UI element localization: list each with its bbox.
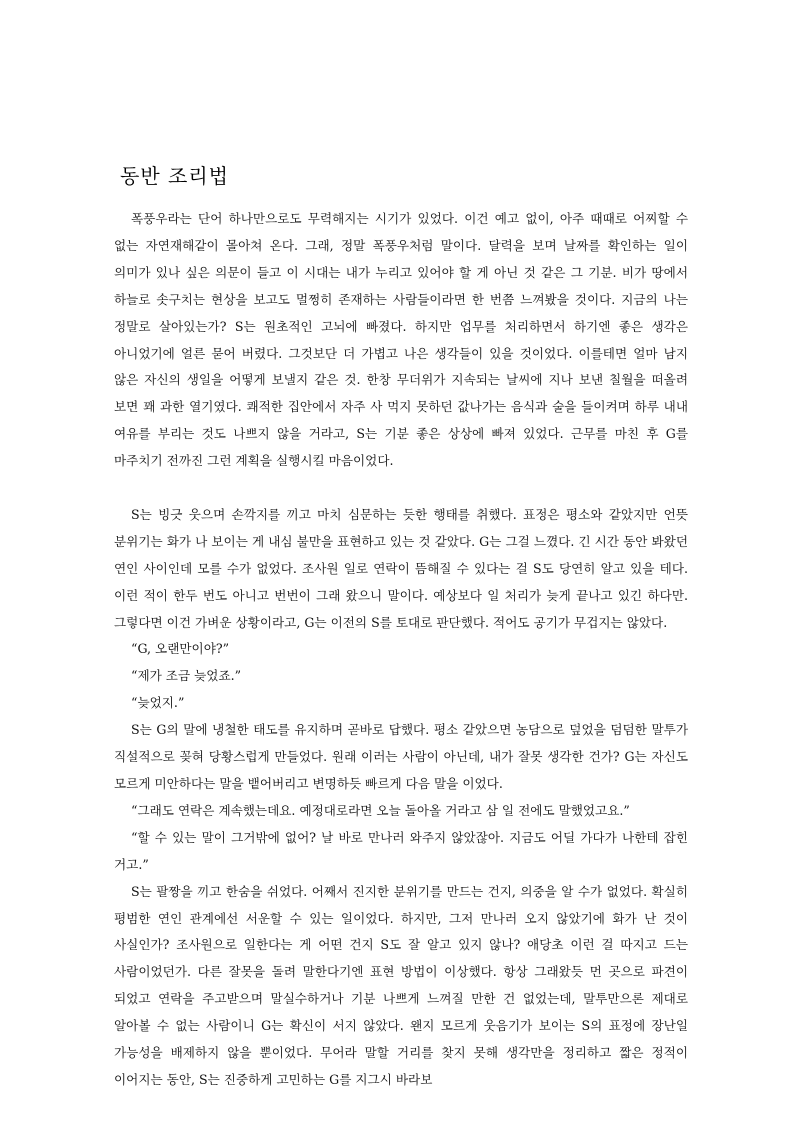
dialogue-line: “제가 조금 늦었죠.”	[131, 668, 242, 684]
paragraph: S는 빙긋 웃으며 손깍지를 끼고 마치 심문하는 듯한 행태를 취했다. 표정은 평소와 같았지만 언뜻 분위기는 화가 나 보이는 게 내심 불만을 표현하고 있는 것 같았다. G는 그걸 느꼈다. 긴 시간 동안 봐왔던 연인 사이인데 모를 수가 없었다. 조사원 일로 연락이 뜸해질 수 있다는 걸 S도 당연히 알고 있을 테다. 이런 적이 한두 번도 아니고 번번이 그래 왔으니 말이다. 예상보다 일 처리가 늦게 끝나고 있긴 하다만. 그렇다면 이건 가벼운 상황이라고, G는 이전의 S를 토대로 판단했다. 적어도 공기가 무겁지는 않았다.	[114, 506, 688, 630]
document-body	[114, 206, 688, 1094]
dialogue-line: “그래도 연락은 계속했는데요. 예정대로라면 오늘 돌아올 거라고 삼 일 전에도 말했었고요.”	[131, 802, 630, 818]
document-title: 동반 조리법	[120, 164, 229, 188]
paragraph: S는 팔짱을 끼고 한숨을 쉬었다. 어째서 진지한 분위기를 만드는 건지, 의중을 알 수가 없었다. 확실히 평범한 연인 관계에선 서운할 수 있는 일이었다. 하지만, 그저 만나러 오지 않았기에 화가 난 것이 사실인가? 조사원으로 일한다는 게 어떤 건지 S도 잘 알고 있지 않나? 애당초 이런 걸 따지고 드는 사람이었던가. 다른 잘못을 돌려 말한다기엔 표현 방법이 이상했다. 항상 그래왔듯 먼 곳으로 파견이 되었고 연락을 주고받으며 말실수하거나 기분 나쁘게 느껴질 만한 건 없었는데, 말투만으론 제대로 알아볼 수 없는 사람이니 G는 확신이 서지 않았다. 왠지 모르게 웃음기가 보이는 S의 표정에 장난일 가능성을 배제하지 않을 뿐이었다. 무어라 말할 거리를 찾지 못해 생각만을 정리하고 짧은 정적이 이어지는 동안, S는 진중하게 고민하는 G를 지그시 바라보	[114, 883, 688, 1087]
dialogue-line: “늦었지.”	[131, 695, 185, 711]
paragraph: 폭풍우라는 단어 하나만으로도 무력해지는 시기가 있었다. 이건 예고 없이, 아주 때때로 어찌할 수 없는 자연재해같이 몰아쳐 온다. 그래, 정말 폭풍우처럼 말이다. 달력을 보며 날짜를 확인하는 일이 의미가 있나 싶은 의문이 들고 이 시대는 내가 누리고 있어야 할 게 아닌 것 같은 그 기분. 비가 땅에서 하늘로 솟구치는 현상을 보고도 멀쩡히 존재하는 사람들이라면 한 번쯤 느껴봤을 것이다. 지금의 나는 정말로 살아있는가? S는 원초적인 고뇌에 빠졌다. 하지만 업무를 처리하면서 하기엔 좋은 생각은 아니었기에 얼른 묻어 버렸다. 그것보단 더 가볍고 나은 생각들이 있을 것이었다. 이를테면 얼마 남지 않은 자신의 생일을 어떻게 보낼지 같은 것. 한창 무더위가 지속되는 날씨에 지나 보낸 칠월을 떠올려 보면 꽤 과한 열기였다. 쾌적한 집안에서 자주 사 먹지 못하던 값나가는 음식과 술을 들이켜며 하루 내내 여유를 부리는 것도 나쁘지 않을 거라고, S는 기분 좋은 상상에 빠져 있었다. 근무를 마친 후 G를 마주치기 전까진 그런 계획을 실행시킬 마음이었다.	[114, 211, 688, 469]
dialogue-line: “할 수 있는 말이 그거밖에 없어? 날 바로 만나러 와주지 않았잖아. 지금도 어딜 가다가 나한테 잡힌 거고.”	[114, 829, 688, 872]
dialogue-line: “G, 오랜만이야?”	[131, 641, 230, 657]
paragraph: S는 G의 말에 냉철한 태도를 유지하며 곧바로 답했다. 평소 같았으면 농담으로 덮었을 덤덤한 말투가 직설적으로 꽂혀 당황스럽게 만들었다. 원래 이러는 사람이 아닌데, 내가 잘못 생각한 건가? G는 자신도 모르게 미안하다는 말을 뱉어버리고 변명하듯 빠르게 다음 말을 이었다.	[114, 722, 688, 792]
